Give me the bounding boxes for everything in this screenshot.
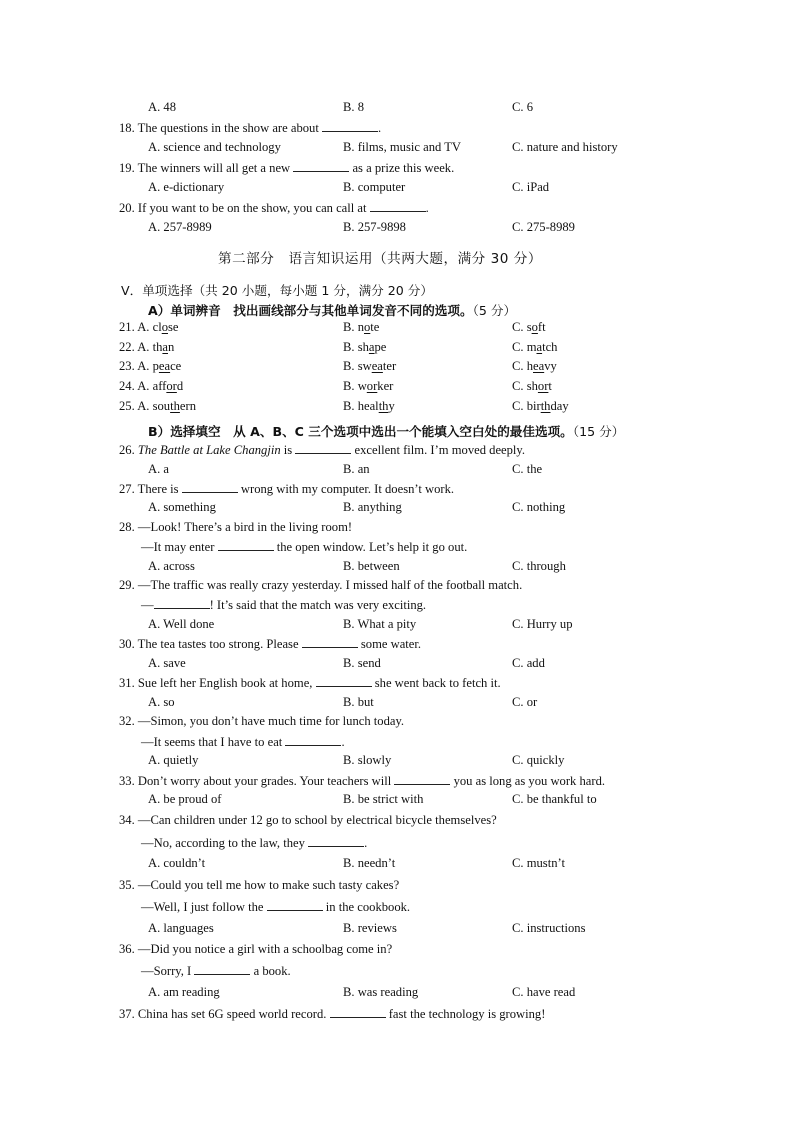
- sectionA-title: [148, 300, 516, 319]
- q22-b-pre: B. sh: [343, 340, 369, 354]
- q22-option-a[interactable]: [119, 339, 174, 355]
- q19-option-c[interactable]: C. iPad: [512, 180, 550, 194]
- q27-option-a[interactable]: A. something: [148, 500, 216, 514]
- q20-blank: [370, 199, 426, 212]
- q35-blank: [267, 898, 323, 911]
- q23-option-b[interactable]: [343, 358, 396, 374]
- q27-text-post: wrong with my computer. It doesn’t work.: [240, 482, 455, 496]
- q25-b-post: y: [388, 399, 395, 413]
- q36-line2: [141, 962, 291, 979]
- q24-b-post: ker: [377, 379, 394, 393]
- q18-option-a[interactable]: A. science and technology: [148, 140, 281, 154]
- q23-c-post: vy: [544, 359, 557, 373]
- q32-number: 32.: [119, 714, 135, 728]
- q37-text-post: fast the technology is growing!: [388, 1007, 546, 1021]
- q33-number: 33.: [119, 774, 135, 788]
- q17-option-b[interactable]: B. 8: [343, 100, 364, 114]
- q23-number: 23. A.: [119, 359, 150, 373]
- q30-text-post: some water.: [360, 637, 422, 651]
- q34-text-post: .: [364, 836, 368, 850]
- q24-a-post: d: [176, 379, 184, 393]
- q30-stem: [119, 635, 421, 652]
- q35-line2: [141, 898, 410, 915]
- q29-text-pre: —: [141, 598, 154, 612]
- q26-option-a[interactable]: A. a: [148, 462, 169, 476]
- q36-option-b[interactable]: B. was reading: [343, 985, 419, 999]
- q20-option-a[interactable]: A. 257-8989: [148, 220, 212, 234]
- q21-a-underlined: o: [161, 320, 168, 334]
- q24-option-b[interactable]: [343, 378, 393, 394]
- q32-text-post: .: [341, 735, 345, 749]
- q21-c-underlined: o: [531, 320, 538, 334]
- q36-text-post: a book.: [253, 964, 291, 978]
- q22-a-pre: th: [152, 340, 163, 354]
- q34-option-b[interactable]: B. needn’t: [343, 856, 396, 870]
- q34-option-c[interactable]: C. mustn’t: [512, 856, 565, 870]
- q21-a-l: l: [158, 320, 162, 334]
- q27-option-c[interactable]: C. nothing: [512, 500, 566, 514]
- q32-option-b[interactable]: B. slowly: [343, 753, 392, 767]
- q26-stem: [119, 441, 525, 458]
- q28-option-b[interactable]: B. between: [343, 559, 400, 573]
- q22-number: 22. A.: [119, 340, 150, 354]
- q19-text-post: as a prize this week.: [352, 161, 455, 175]
- q32-text-pre: —It seems that I have to eat: [141, 735, 283, 749]
- q21-a-pre: c: [152, 320, 159, 334]
- q24-b-pre: B. w: [343, 379, 367, 393]
- q33-stem: [119, 772, 605, 789]
- q21-option-c[interactable]: [512, 319, 546, 335]
- q26-number: 26.: [119, 443, 135, 457]
- q27-number: 27.: [119, 482, 135, 496]
- q23-a-underlined: ea: [158, 359, 171, 373]
- q28-option-c[interactable]: C. through: [512, 559, 566, 573]
- q21-number: 21. A.: [119, 320, 150, 334]
- q36-text-line1: —Did you notice a girl with a schoolbag come in?: [137, 942, 393, 956]
- q18-option-b[interactable]: B. films, music and TV: [343, 140, 462, 154]
- q25-c-pre: C. bir: [512, 399, 541, 413]
- q31-text-post: she went back to fetch it.: [374, 676, 501, 690]
- q25-b-pre: B. heal: [343, 399, 379, 413]
- q22-c-underlined: a: [536, 340, 543, 354]
- q19-stem: [119, 159, 454, 176]
- q35-text-line1: —Could you tell me how to make such tasty cakes?: [137, 878, 400, 892]
- q29-option-a[interactable]: A. Well done: [148, 617, 215, 631]
- q31-option-b[interactable]: B. but: [343, 695, 374, 709]
- q27-stem: [119, 480, 454, 497]
- q27-option-b[interactable]: B. anything: [343, 500, 402, 514]
- q36-blank: [194, 962, 250, 975]
- q34-line2: [141, 834, 367, 851]
- q28-number: 28.: [119, 520, 135, 534]
- q20-text: If you want to be on the show, you can call at: [137, 201, 367, 215]
- q30-number: 30.: [119, 637, 135, 651]
- q26-text-post: excellent film. I’m moved deeply.: [354, 443, 526, 457]
- q37-stem: [119, 1005, 545, 1022]
- q33-blank: [394, 772, 450, 785]
- q21-b-underlined: o: [364, 320, 371, 334]
- q31-option-a[interactable]: A. so: [148, 695, 175, 709]
- q32-option-c[interactable]: C. quickly: [512, 753, 565, 767]
- q31-option-c[interactable]: C. or: [512, 695, 538, 709]
- q24-option-a[interactable]: [119, 378, 183, 394]
- q21-option-b[interactable]: [343, 319, 379, 335]
- q34-text-pre: —No, according to the law, they: [141, 836, 305, 850]
- q24-c-post: t: [548, 379, 552, 393]
- q35-option-b[interactable]: B. reviews: [343, 921, 397, 935]
- q30-option-c[interactable]: C. add: [512, 656, 545, 670]
- q25-c-underlined: th: [540, 399, 551, 413]
- q30-option-b[interactable]: B. send: [343, 656, 381, 670]
- q22-b-underlined: a: [368, 340, 375, 354]
- q28-line1: [119, 519, 352, 535]
- q29-number: 29.: [119, 578, 135, 592]
- q17-option-a[interactable]: A. 48: [148, 100, 176, 114]
- q36-number: 36.: [119, 942, 135, 956]
- q36-line1: [119, 941, 392, 957]
- q25-b-underlined: th: [378, 399, 389, 413]
- q37-text-pre: China has set 6G speed world record.: [137, 1007, 327, 1021]
- q21-option-a[interactable]: [119, 319, 179, 335]
- q19-blank: [293, 159, 349, 172]
- q17-option-c[interactable]: C. 6: [512, 100, 533, 114]
- q34-text-line1: —Can children under 12 go to school by electrical bicycle themselves?: [137, 813, 497, 827]
- q25-a-pre: sou: [152, 399, 171, 413]
- q36-option-a[interactable]: A. am reading: [148, 985, 220, 999]
- q29-option-c[interactable]: C. Hurry up: [512, 617, 573, 631]
- q29-blank: [154, 596, 210, 609]
- section5-title: V．单项选择（共 20 小题，每小题 1 分，满分 20 分）: [121, 283, 433, 298]
- q18-stem: 18. The questions in the show are about .: [119, 121, 382, 135]
- sectionA-score: （5 分）: [472, 303, 517, 318]
- q34-line1: [119, 812, 497, 828]
- q29-option-b[interactable]: B. What a pity: [343, 617, 417, 631]
- q35-option-c[interactable]: C. instructions: [512, 921, 586, 935]
- q22-b-post: pe: [374, 340, 387, 354]
- q19-option-b[interactable]: B. computer: [343, 180, 406, 194]
- q22-c-pre: C. m: [512, 340, 537, 354]
- q28-blank: [218, 538, 274, 551]
- q28-option-a[interactable]: A. across: [148, 559, 195, 573]
- q34-option-a[interactable]: A. couldn’t: [148, 856, 206, 870]
- sectionA-heading: A）单词辨音 找出画线部分与其他单词发音不同的选项。: [148, 303, 473, 318]
- q19-number: 19.: [119, 161, 135, 175]
- q22-a-post: n: [168, 340, 175, 354]
- q28-text-line1: —Look! There’s a bird in the living room!: [137, 520, 353, 534]
- q23-c-underlined: ea: [533, 359, 545, 373]
- q21-b-post: te: [370, 320, 380, 334]
- q21-c-post: ft: [537, 320, 546, 334]
- q23-c-pre: C. h: [512, 359, 533, 373]
- q21-a-post: se: [168, 320, 179, 334]
- q20-number: 20.: [119, 201, 135, 215]
- q24-c-pre: C. sh: [512, 379, 538, 393]
- q34-blank: [308, 834, 364, 847]
- q25-option-c[interactable]: [512, 398, 569, 414]
- q25-option-b[interactable]: [343, 398, 395, 414]
- q25-c-post: day: [550, 399, 569, 413]
- q36-option-c[interactable]: C. have read: [512, 985, 576, 999]
- q30-option-a[interactable]: A. save: [148, 656, 186, 670]
- q23-b-pre: B. sw: [343, 359, 372, 373]
- q26-blank: [295, 441, 351, 454]
- q18-blank: [322, 119, 378, 132]
- q24-a-underlined: or: [166, 379, 177, 393]
- q25-number: 25. A.: [119, 399, 150, 413]
- q22-option-b[interactable]: [343, 339, 386, 355]
- q28-line2: [141, 538, 467, 555]
- q26-option-c[interactable]: C. the: [512, 462, 543, 476]
- q23-b-underlined: ea: [371, 359, 383, 373]
- q33-option-a[interactable]: A. be proud of: [148, 792, 222, 806]
- q31-text-pre: Sue left her English book at home,: [137, 676, 313, 690]
- q22-c-post: tch: [542, 340, 558, 354]
- q35-option-a[interactable]: A. languages: [148, 921, 214, 935]
- q32-text-line1: —Simon, you don’t have much time for lunch today.: [137, 714, 405, 728]
- q22-option-c[interactable]: [512, 339, 557, 355]
- q23-a-post: ce: [170, 359, 182, 373]
- sectionB-heading: B）选择填空 从 A、B、C 三个选项中选出一个能填入空白处的最佳选项。: [148, 424, 573, 439]
- q35-line1: [119, 877, 399, 893]
- q32-line1: [119, 713, 404, 729]
- q31-blank: [316, 674, 372, 687]
- q37-blank: [330, 1005, 386, 1018]
- q20-stem: 20. If you want to be on the show, you can call at .: [119, 201, 429, 215]
- q20-option-b[interactable]: B. 257-9898: [343, 220, 406, 234]
- q32-line2: [141, 733, 345, 750]
- q18-number: 18.: [119, 121, 135, 135]
- q33-text-pre: Don’t worry about your grades. Your teachers will: [137, 774, 392, 788]
- q29-line1: [119, 577, 522, 593]
- q25-a-underlined: th: [170, 399, 180, 413]
- q28-text-pre: —It may enter: [141, 540, 215, 554]
- q21-b-pre: B. n: [343, 320, 364, 334]
- q24-option-c[interactable]: [512, 378, 552, 394]
- q29-text-line1: —The traffic was really crazy yesterday. I missed half of the football match.: [137, 578, 523, 592]
- q24-c-underlined: or: [537, 379, 549, 393]
- q23-option-c[interactable]: [512, 358, 557, 374]
- q32-blank: [285, 733, 341, 746]
- q36-text-pre: —Sorry, I: [141, 964, 192, 978]
- q24-a-pre: aff: [152, 379, 167, 393]
- q20-option-c[interactable]: C. 275-8989: [512, 220, 575, 234]
- sectionB-title: [148, 421, 624, 440]
- part2-title: 第二部分 语言知识运用（共两大题，满分 30 分）: [218, 251, 542, 267]
- q29-line2: [141, 596, 426, 613]
- q28-text-post: the open window. Let’s help it go out.: [276, 540, 468, 554]
- q27-text-pre: There is: [137, 482, 179, 496]
- q19-option-a[interactable]: A. e-dictionary: [148, 180, 225, 194]
- q23-a-pre: p: [152, 359, 159, 373]
- q35-text-post: in the cookbook.: [325, 900, 411, 914]
- q21-c-pre: C. s: [512, 320, 532, 334]
- q26-option-b[interactable]: B. an: [343, 462, 370, 476]
- q29-text-post: ! It’s said that the match was very exciting.: [209, 598, 427, 612]
- q32-option-a[interactable]: A. quietly: [148, 753, 199, 767]
- q34-number: 34.: [119, 813, 135, 827]
- q30-text-pre: The tea tastes too strong. Please: [137, 637, 299, 651]
- q33-option-b[interactable]: B. be strict with: [343, 792, 424, 806]
- q35-text-pre: —Well, I just follow the: [141, 900, 264, 914]
- q33-text-post: you as long as you work hard.: [453, 774, 606, 788]
- q23-b-post: ter: [382, 359, 397, 373]
- q26-text-mid: is: [283, 443, 293, 457]
- q25-a-post: ern: [179, 399, 196, 413]
- q33-option-c[interactable]: C. be thankful to: [512, 792, 597, 806]
- q23-option-a[interactable]: [119, 358, 181, 374]
- q30-blank: [302, 635, 358, 648]
- q26-film-title: The Battle at Lake Changjin: [137, 443, 281, 457]
- q25-option-a[interactable]: [119, 398, 196, 414]
- q19-text-pre: The winners will all get a new: [137, 161, 291, 175]
- q35-number: 35.: [119, 878, 135, 892]
- q24-number: 24. A.: [119, 379, 150, 393]
- q18-option-c[interactable]: C. nature and history: [512, 140, 618, 154]
- q18-text: The questions in the show are about: [137, 121, 319, 135]
- q31-number: 31.: [119, 676, 135, 690]
- q37-number: 37.: [119, 1007, 135, 1021]
- q31-stem: [119, 674, 501, 691]
- q24-b-underlined: or: [366, 379, 378, 393]
- q27-blank: [182, 480, 238, 493]
- sectionB-score: （15 分）: [572, 424, 625, 439]
- q22-a-underlined: a: [162, 340, 168, 354]
